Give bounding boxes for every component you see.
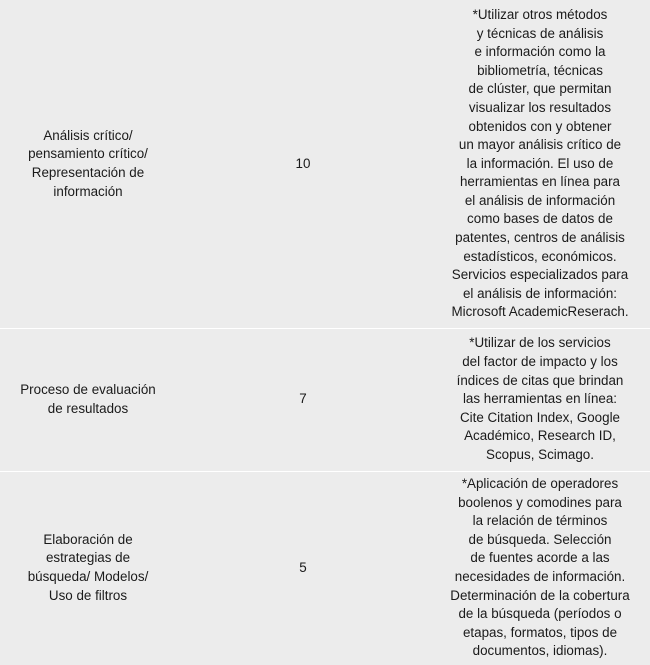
score-value: 10 — [295, 155, 311, 171]
recommendation-line: la información. El uso de — [466, 155, 614, 171]
competency-line: información — [53, 183, 123, 199]
score-cell — [176, 559, 430, 578]
recommendation-line: de fuentes acorde a las — [470, 550, 610, 566]
competency-line: Uso de filtros — [48, 587, 128, 603]
recommendation-line: como bases de datos de — [467, 211, 613, 227]
competency-line: búsqueda/ Modelos/ — [27, 569, 149, 584]
score-cell — [176, 390, 430, 409]
recommendation-line: de búsqueda. Selección — [468, 531, 612, 547]
recommendation-line: de la búsqueda (períodos o — [458, 606, 622, 622]
competency-line: Elaboración de — [43, 531, 133, 547]
recommendation-line: estadísticos, económicos. — [463, 248, 617, 264]
recommendation-line: Servicios especializados para — [451, 267, 629, 283]
competency-cell — [0, 531, 176, 605]
recommendation-line: las herramientas en línea: — [462, 391, 618, 407]
competency-cell — [0, 381, 176, 418]
recommendation-line: Cite Citation Index, Google — [459, 409, 621, 425]
recommendation-line: *Aplicación de operadores — [461, 476, 619, 492]
competency-line: Proceso de evaluación — [20, 381, 156, 397]
recommendation-line: *Utilizar de los servicios — [469, 335, 611, 351]
recommendation-line: un mayor análisis crítico de — [458, 137, 622, 153]
recommendation-line: patentes, centros de análisis — [455, 230, 625, 246]
recommendation-cell — [430, 6, 650, 322]
recommendation-line: visualizar los resultados — [468, 99, 612, 115]
recommendation-line: obtenidos con y obtener — [468, 118, 612, 134]
competency-line: Análisis crítico/ — [43, 127, 133, 143]
recommendation-line: e información como la — [474, 44, 606, 60]
competency-line: Representación de — [31, 165, 145, 180]
competency-cell — [0, 127, 176, 201]
competency-line: de resultados — [47, 400, 129, 416]
recommendation-line: el análisis de información — [464, 192, 616, 208]
recommendation-line: Scopus, Scimago. — [486, 446, 594, 462]
table-row — [0, 471, 650, 665]
recommendation-line: *Utilizar otros métodos — [472, 6, 608, 22]
table-row — [0, 328, 650, 471]
recommendation-line: Determinación de la cobertura — [450, 587, 630, 603]
recommendation-line: documentos, idiomas). — [472, 643, 608, 659]
recommendation-line: del factor de impacto y los — [462, 354, 618, 370]
recommendation-line: la relación de términos — [472, 513, 608, 529]
competency-line: estrategias de — [45, 550, 131, 566]
recommendation-line: etapas, formatos, tipos de — [462, 624, 618, 640]
competency-line: pensamiento crítico/ — [28, 146, 148, 162]
recommendation-line: Académico, Research ID, — [464, 428, 616, 444]
recommendation-line: bibliometría, técnicas — [477, 62, 603, 78]
recommendation-line: el análisis de información: — [462, 285, 618, 301]
recommendation-line: y técnicas de análisis — [476, 25, 604, 41]
recommendation-line: de clúster, que permitan — [468, 81, 612, 97]
score-cell — [176, 155, 430, 174]
recommendation-line: herramientas en línea para — [459, 174, 621, 190]
table-row — [0, 0, 650, 328]
recommendation-line: índices de citas que brindan — [456, 372, 624, 388]
recommendation-line: necesidades de información. — [454, 569, 626, 584]
recommendation-cell — [430, 475, 650, 661]
recommendation-cell — [430, 334, 650, 464]
score-value: 7 — [299, 391, 307, 407]
recommendation-line: Microsoft AcademicReserach. — [451, 304, 629, 320]
score-value: 5 — [299, 559, 307, 575]
recommendation-line: boolenos y comodines para — [458, 494, 622, 510]
